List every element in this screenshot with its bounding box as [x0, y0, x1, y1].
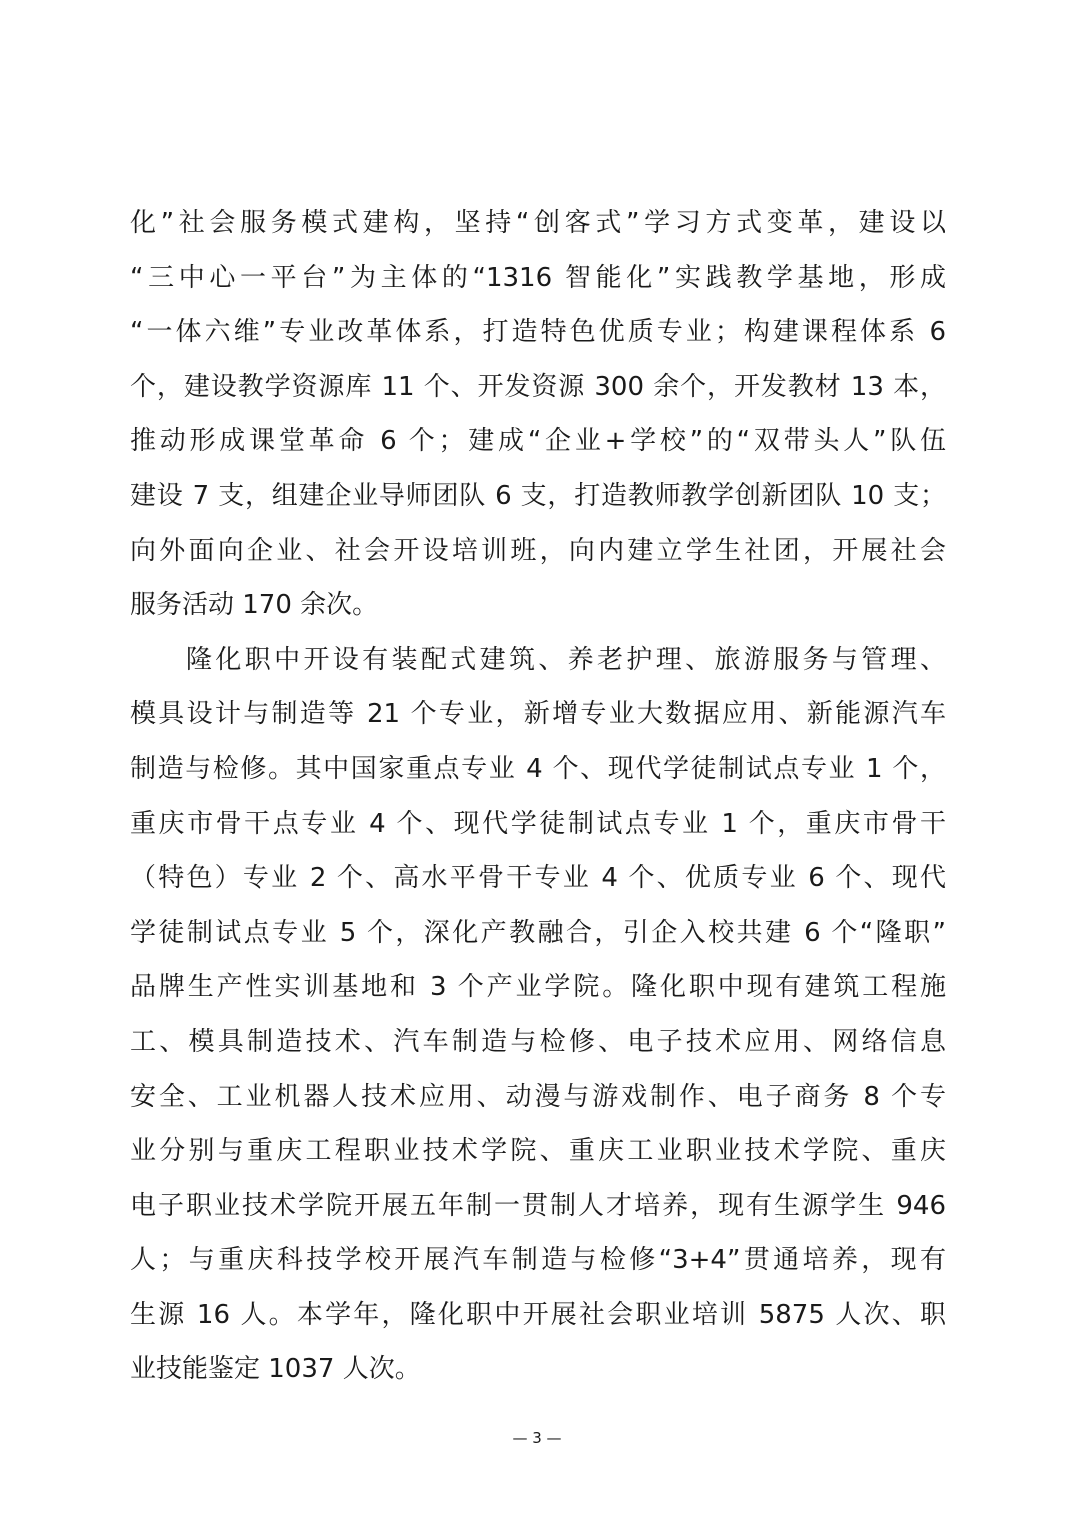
paragraph-line: 业分别与重庆工程职业技术学院、重庆工业职业技术学院、重庆 [130, 1136, 946, 1167]
paragraph-line: 学徒制试点专业 5 个，深化产教融合，引企入校共建 6 个“隆职” [130, 917, 946, 948]
paragraph-line: “一体六维”专业改革体系，打造特色优质专业；构建课程体系 6 [130, 317, 946, 348]
paragraph-line: 业技能鉴定 1037 人次。 [130, 1354, 421, 1385]
paragraph-line: 品牌生产性实训基地和 3 个产业学院。隆化职中现有建筑工程施 [130, 972, 946, 1003]
paragraph-line: 人；与重庆科技学校开展汽车制造与检修“3+4”贯通培养，现有 [130, 1245, 946, 1276]
paragraph-line: 向外面向企业、社会开设培训班，向内建立学生社团，开展社会 [130, 535, 946, 566]
paragraph-line: 电子职业技术学院开展五年制一贯制人才培养，现有生源学生 946 [130, 1190, 946, 1221]
paragraph-line: 生源 16 人。本学年，隆化职中开展社会职业培训 5875 人次、职 [130, 1299, 946, 1330]
page-number: — 3 — [512, 1429, 562, 1447]
paragraph-line: 安全、工业机器人技术应用、动漫与游戏制作、电子商务 8 个专 [130, 1081, 946, 1112]
paragraph-line: （特色）专业 2 个、高水平骨干专业 4 个、优质专业 6 个、现代 [130, 863, 946, 894]
paragraph-line: 工、模具制造技术、汽车制造与检修、电子技术应用、网络信息 [130, 1026, 946, 1057]
paragraph-line: 建设 7 支，组建企业导师团队 6 支，打造教师教学创新团队 10 支； [130, 480, 946, 511]
paragraph-line: 重庆市骨干点专业 4 个、现代学徒制试点专业 1 个，重庆市骨干 [130, 808, 946, 839]
paragraph-2 [130, 633, 946, 1397]
paragraph-line: 隆化职中开设有装配式建筑、养老护理、旅游服务与管理、 [186, 644, 946, 675]
paragraph-line: 服务活动 170 余次。 [130, 590, 379, 621]
paragraph-line: 化”社会服务模式建构，坚持“创客式”学习方式变革，建设以 [130, 208, 946, 238]
paragraph-line: 推动形成课堂革命 6 个；建成“企业+学校”的“双带头人”队伍 [130, 426, 946, 457]
paragraph-line: 个，建设教学资源库 11 个、开发资源 300 余个，开发教材 13 本， [130, 371, 946, 402]
paragraph-line: 模具设计与制造等 21 个专业，新增专业大数据应用、新能源汽车 [130, 699, 946, 730]
paragraph-line: 制造与检修。其中国家重点专业 4 个、现代学徒制试点专业 1 个， [130, 753, 946, 784]
paragraph-1 [130, 196, 946, 633]
body-text [130, 196, 946, 1397]
paragraph-line: “三中心一平台”为主体的“1316 智能化”实践教学基地，形成 [130, 262, 946, 293]
